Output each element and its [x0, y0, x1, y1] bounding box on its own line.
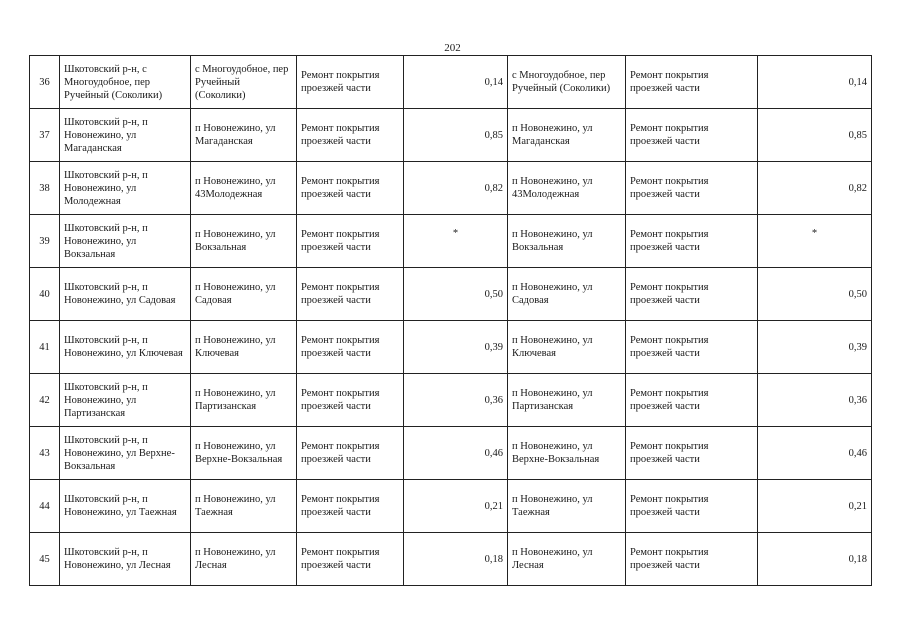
length-value-cell [758, 321, 872, 374]
location-cell [60, 374, 191, 427]
work-type-text: Ремонт покрытия проезжей части [630, 335, 709, 359]
work-type-cell [626, 374, 758, 427]
work-type-text: Ремонт покрытия проезжей части [301, 388, 380, 412]
row-number-cell [30, 321, 60, 374]
work-type-text: Ремонт покрытия проезжей части [630, 494, 709, 518]
address-cell [508, 480, 626, 533]
row-number-cell [30, 268, 60, 321]
location-cell [60, 215, 191, 268]
work-type-cell [297, 321, 404, 374]
row-number-cell [30, 427, 60, 480]
location-text: Шкотовский р-н, п Новонежино, ул Магаданская [64, 116, 148, 154]
length-value-cell [758, 374, 872, 427]
address-text: п Новонежино, ул Таежная [195, 494, 276, 518]
length-value-text: 0,36 [484, 394, 503, 406]
length-value-text: 0,82 [484, 182, 503, 194]
work-type-cell [297, 427, 404, 480]
length-value-text: 0,36 [848, 394, 867, 406]
table-row [30, 533, 872, 586]
length-value-cell [758, 480, 872, 533]
length-value-text: 0,18 [484, 553, 503, 565]
location-cell [60, 480, 191, 533]
address-cell [191, 215, 297, 268]
address-cell [508, 162, 626, 215]
work-type-text: Ремонт покрытия проезжей части [630, 282, 709, 306]
row-number-text: 39 [39, 235, 50, 247]
work-type-cell [297, 162, 404, 215]
location-text: Шкотовский р-н, п Новонежино, ул Лесная [64, 547, 171, 571]
work-type-cell [626, 56, 758, 109]
location-text: Шкотовский р-н, п Новонежино, ул Вокзальная [64, 222, 148, 260]
row-number-text: 38 [39, 182, 50, 194]
location-cell [60, 321, 191, 374]
work-type-text: Ремонт покрытия проезжей части [301, 494, 380, 518]
length-value-cell [404, 321, 508, 374]
address-cell [508, 321, 626, 374]
address-cell [508, 109, 626, 162]
address-cell [191, 268, 297, 321]
page-number: 202 [444, 42, 461, 54]
length-value-cell [404, 56, 508, 109]
row-number-text: 45 [39, 553, 50, 565]
length-value-cell [404, 109, 508, 162]
road-repair-table [29, 55, 872, 586]
work-type-cell [626, 321, 758, 374]
length-value-text: 0,18 [848, 553, 867, 565]
address-text: п Новонежино, ул Таежная [512, 494, 593, 518]
address-text: п Новонежино, ул Вокзальная [195, 229, 276, 253]
work-type-text: Ремонт покрытия проезжей части [301, 70, 380, 94]
address-text: п Новонежино, ул Садовая [512, 282, 593, 306]
table-row [30, 56, 872, 109]
work-type-cell [626, 162, 758, 215]
length-value-cell [404, 162, 508, 215]
length-value-cell [404, 480, 508, 533]
length-value-cell [758, 533, 872, 586]
address-text: п Новонежино, ул Ключевая [195, 335, 276, 359]
address-text: с Многоудобное, пер Ручейный (Соколики) [512, 70, 611, 94]
table-row [30, 215, 872, 268]
work-type-cell [297, 533, 404, 586]
length-value-cell [758, 427, 872, 480]
work-type-cell [297, 268, 404, 321]
address-cell [508, 56, 626, 109]
length-value-text: 0,46 [848, 447, 867, 459]
address-cell [191, 374, 297, 427]
work-type-text: Ремонт покрытия проезжей части [630, 123, 709, 147]
address-cell [191, 480, 297, 533]
length-value-cell [758, 215, 872, 268]
address-text: п Новонежино, ул Партизанская [195, 388, 276, 412]
address-cell [508, 215, 626, 268]
work-type-cell [297, 56, 404, 109]
length-value-text: 0,21 [848, 500, 867, 512]
address-cell [191, 162, 297, 215]
address-text: п Новонежино, ул Верхне-Вокзальная [195, 441, 283, 465]
location-text: Шкотовский р-н, с Многоудобное, пер Ручейный (Соколики) [64, 63, 163, 101]
length-value-text: 0,50 [848, 288, 867, 300]
address-text: п Новонежино, ул Магаданская [512, 123, 593, 147]
location-cell [60, 162, 191, 215]
length-value-text: * [811, 227, 818, 239]
work-type-text: Ремонт покрытия проезжей части [630, 388, 709, 412]
location-text: Шкотовский р-н, п Новонежино, ул Ключевая [64, 335, 183, 359]
work-type-cell [297, 374, 404, 427]
row-number-cell [30, 215, 60, 268]
address-text: п Новонежино, ул Лесная [512, 547, 593, 571]
length-value-cell [758, 162, 872, 215]
address-cell [508, 533, 626, 586]
work-type-cell [297, 480, 404, 533]
work-type-text: Ремонт покрытия проезжей части [630, 547, 709, 571]
length-value-cell [758, 109, 872, 162]
table-row [30, 427, 872, 480]
address-cell [508, 427, 626, 480]
work-type-cell [626, 109, 758, 162]
address-text: п Новонежино, ул Партизанская [512, 388, 593, 412]
row-number-cell [30, 56, 60, 109]
length-value-text: * [452, 227, 459, 239]
work-type-cell [626, 215, 758, 268]
address-text: п Новонежино, ул Лесная [195, 547, 276, 571]
address-text: п Новонежино, ул Ключевая [512, 335, 593, 359]
work-type-cell [626, 268, 758, 321]
work-type-text: Ремонт покрытия проезжей части [301, 282, 380, 306]
row-number-cell [30, 109, 60, 162]
address-cell [191, 427, 297, 480]
work-type-text: Ремонт покрытия проезжей части [301, 335, 380, 359]
length-value-text: 0,39 [484, 341, 503, 353]
table-row [30, 321, 872, 374]
work-type-text: Ремонт покрытия проезжей части [301, 229, 380, 253]
location-text: Шкотовский р-н, п Новонежино, ул Партизанская [64, 381, 148, 419]
address-text: с Многоудобное, пер Ручейный (Соколики) [195, 63, 289, 101]
table-row [30, 268, 872, 321]
row-number-cell [30, 162, 60, 215]
length-value-cell [404, 374, 508, 427]
table-body [30, 56, 872, 586]
location-cell [60, 109, 191, 162]
address-cell [508, 374, 626, 427]
work-type-cell [626, 480, 758, 533]
work-type-text: Ремонт покрытия проезжей части [301, 441, 380, 465]
length-value-text: 0,46 [484, 447, 503, 459]
work-type-cell [297, 215, 404, 268]
location-cell [60, 268, 191, 321]
length-value-cell [758, 56, 872, 109]
address-text: п Новонежино, ул Магаданская [195, 123, 276, 147]
row-number-text: 43 [39, 447, 50, 459]
address-text: п Новонежино, ул Садовая [195, 282, 276, 306]
length-value-text: 0,50 [484, 288, 503, 300]
address-cell [508, 268, 626, 321]
work-type-text: Ремонт покрытия проезжей части [630, 229, 709, 253]
length-value-cell [404, 215, 508, 268]
table-row [30, 374, 872, 427]
address-text: п Новонежино, ул 43Молодежная [195, 176, 276, 200]
length-value-text: 0,14 [848, 76, 867, 88]
row-number-text: 37 [39, 129, 50, 141]
location-text: Шкотовский р-н, п Новонежино, ул Верхне-Вокзальная [64, 434, 175, 472]
table-row [30, 109, 872, 162]
row-number-cell [30, 480, 60, 533]
work-type-text: Ремонт покрытия проезжей части [630, 70, 709, 94]
row-number-text: 41 [39, 341, 50, 353]
location-cell [60, 56, 191, 109]
length-value-text: 0,21 [484, 500, 503, 512]
address-cell [191, 533, 297, 586]
address-cell [191, 109, 297, 162]
work-type-text: Ремонт покрытия проезжей части [630, 441, 709, 465]
length-value-text: 0,82 [848, 182, 867, 194]
length-value-cell [404, 268, 508, 321]
location-text: Шкотовский р-н, п Новонежино, ул Молодежная [64, 169, 148, 207]
work-type-text: Ремонт покрытия проезжей части [301, 176, 380, 200]
length-value-text: 0,14 [484, 76, 503, 88]
row-number-text: 42 [39, 394, 50, 406]
location-text: Шкотовский р-н, п Новонежино, ул Таежная [64, 494, 177, 518]
length-value-text: 0,85 [484, 129, 503, 141]
row-number-text: 44 [39, 500, 50, 512]
work-type-cell [626, 427, 758, 480]
address-text: п Новонежино, ул 43Молодежная [512, 176, 593, 200]
address-text: п Новонежино, ул Вокзальная [512, 229, 593, 253]
work-type-text: Ремонт покрытия проезжей части [301, 123, 380, 147]
table-row [30, 480, 872, 533]
row-number-text: 36 [39, 76, 50, 88]
length-value-text: 0,39 [848, 341, 867, 353]
location-cell [60, 427, 191, 480]
row-number-text: 40 [39, 288, 50, 300]
work-type-text: Ремонт покрытия проезжей части [301, 547, 380, 571]
row-number-cell [30, 533, 60, 586]
address-cell [191, 321, 297, 374]
length-value-cell [758, 268, 872, 321]
length-value-text: 0,85 [848, 129, 867, 141]
length-value-cell [404, 533, 508, 586]
table-row [30, 162, 872, 215]
location-text: Шкотовский р-н, п Новонежино, ул Садовая [64, 282, 176, 306]
location-cell [60, 533, 191, 586]
work-type-cell [626, 533, 758, 586]
address-text: п Новонежино, ул Верхне-Вокзальная [512, 441, 600, 465]
row-number-cell [30, 374, 60, 427]
work-type-cell [297, 109, 404, 162]
address-cell [191, 56, 297, 109]
work-type-text: Ремонт покрытия проезжей части [630, 176, 709, 200]
length-value-cell [404, 427, 508, 480]
